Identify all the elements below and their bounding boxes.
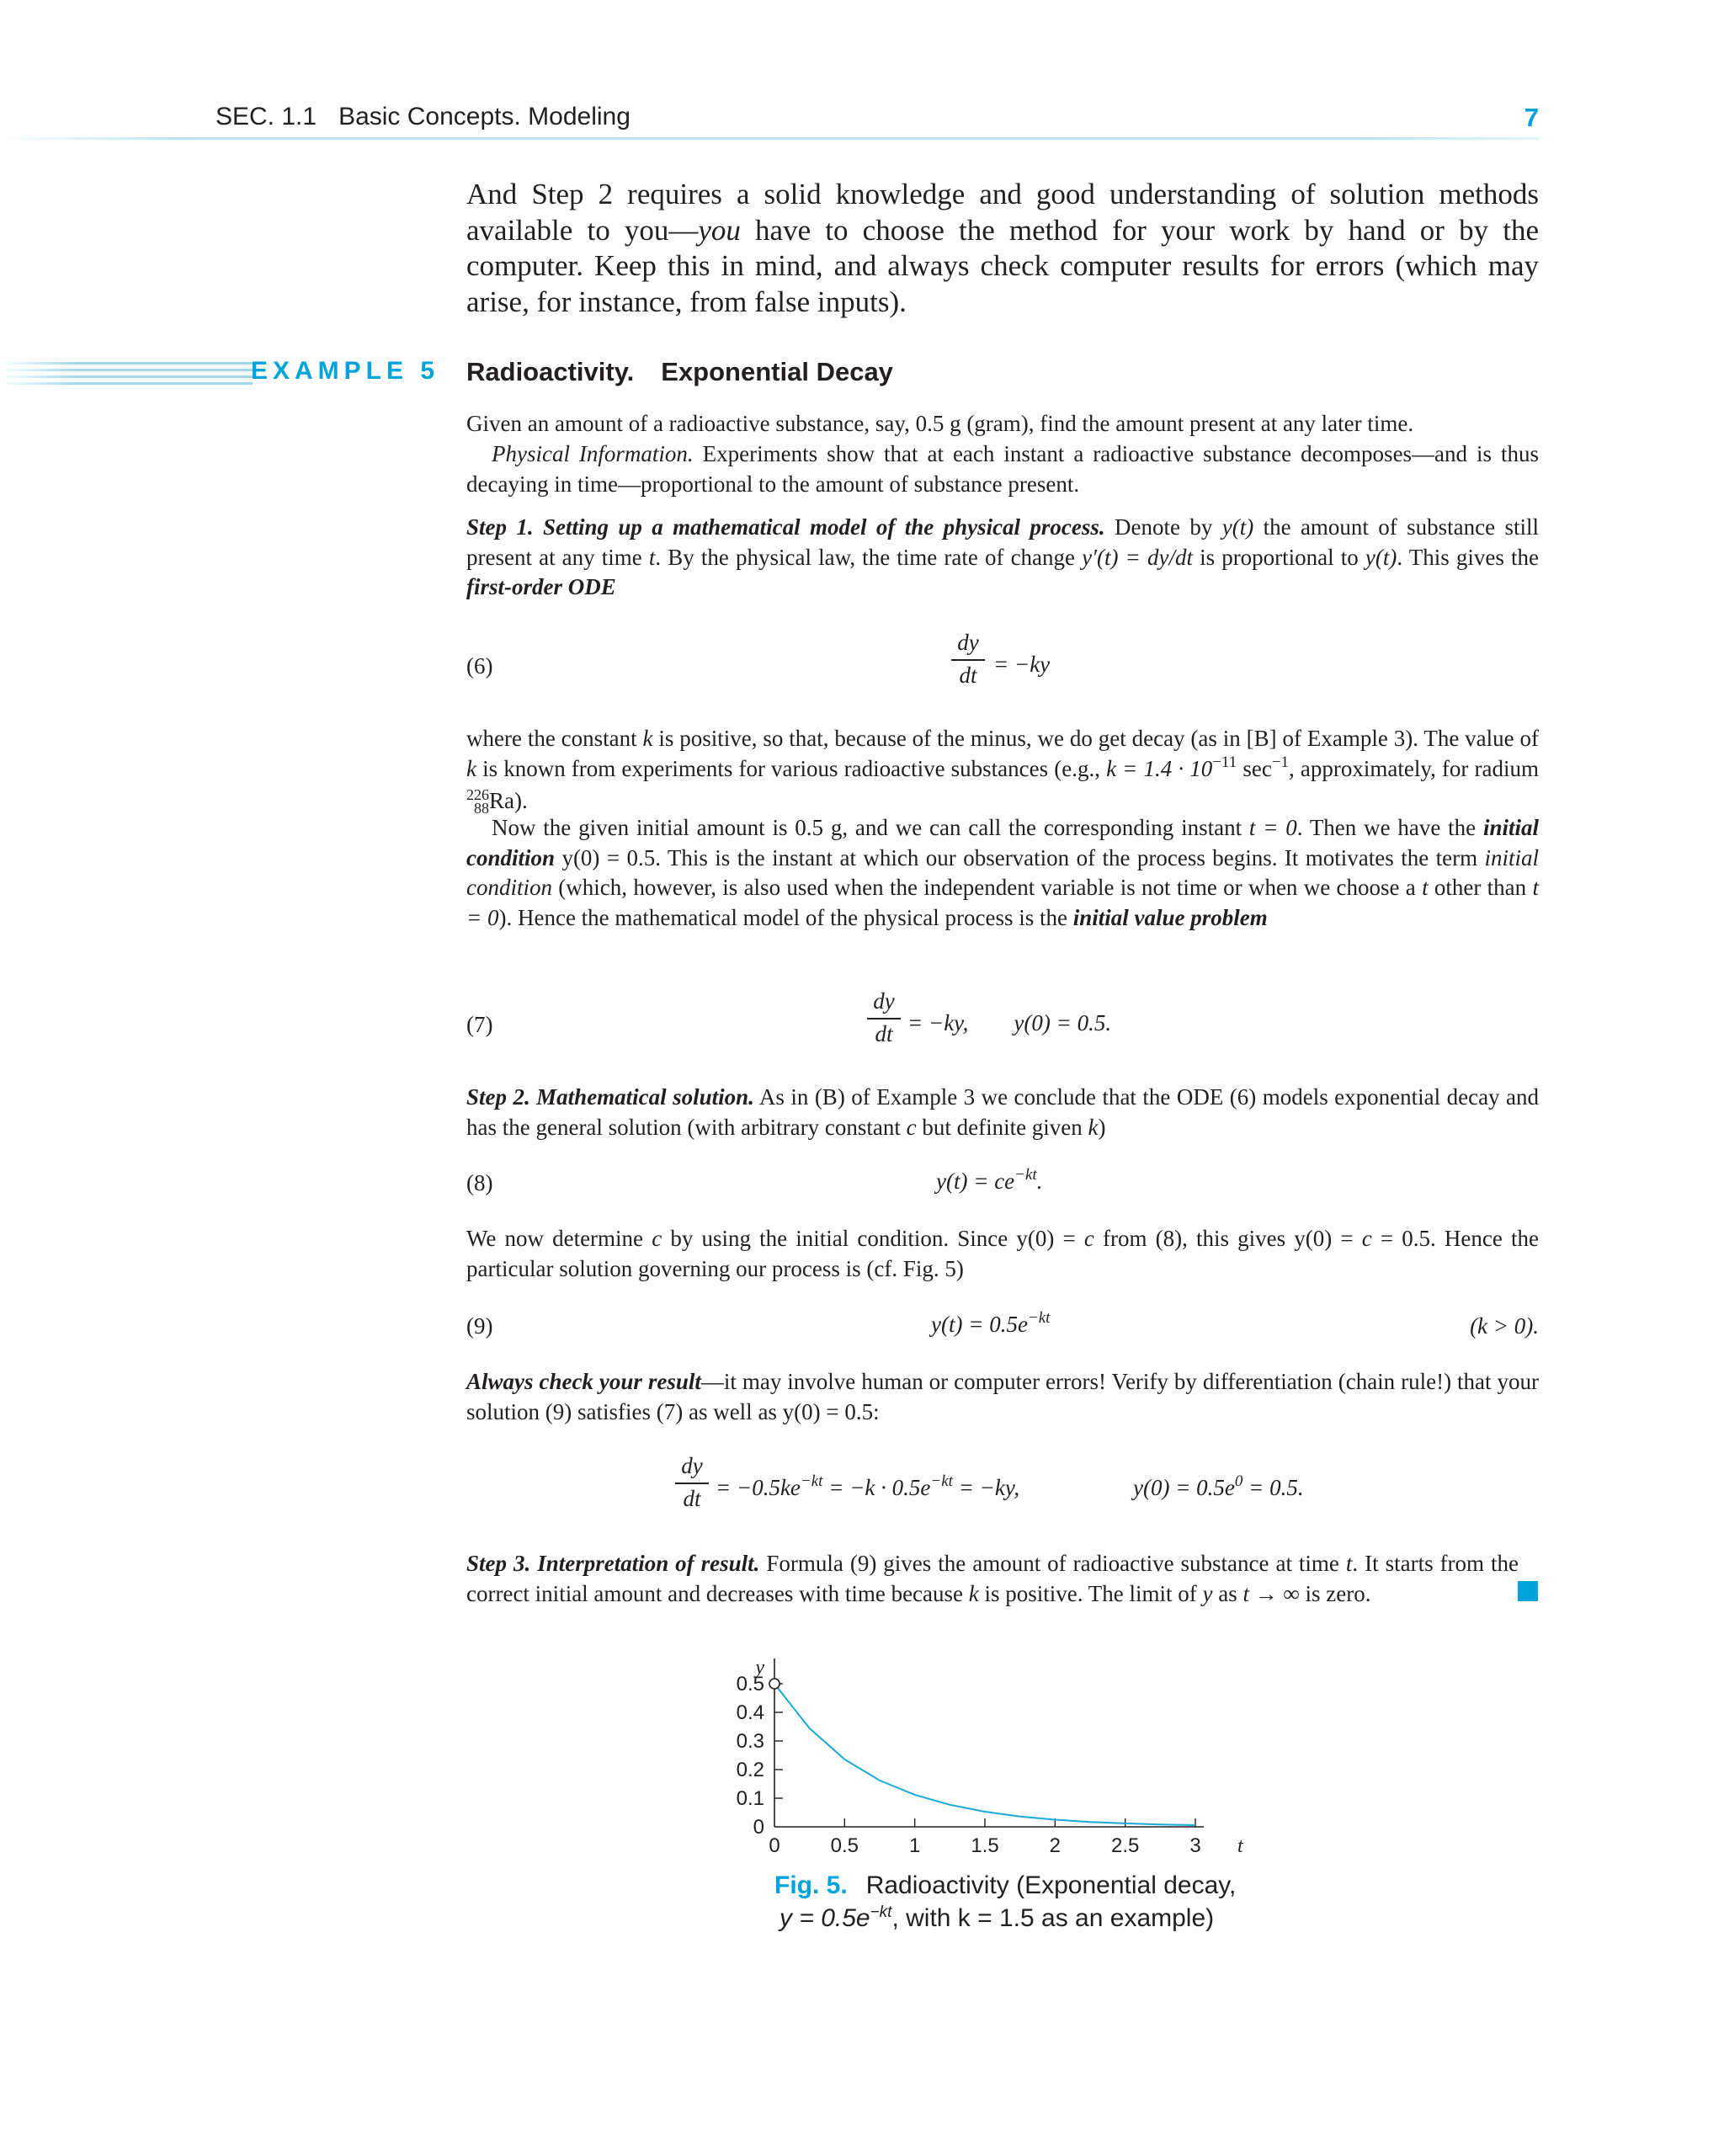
x-tick-label: 1 bbox=[908, 1834, 921, 1857]
section-number: SEC. 1.1 bbox=[216, 103, 317, 130]
check-equation: = $-0.5ke^{-kt} = -k \cdot 0.5e^{-kt} = -ky$, bbox=[716, 1472, 1020, 1500]
radium-isotope-numbers: 226 88 bbox=[466, 786, 489, 817]
paragraph-check-result: Always check your result—it may involve human or computer errors! Verify by differentiation (chain rule!) that your solution (9) satisfies (7) as well as y(0) = 0.5: bbox=[466, 1369, 1539, 1424]
check-equation-fraction: dy dt bbox=[675, 1453, 709, 1512]
x-tick-label: 1.5 bbox=[971, 1834, 999, 1857]
equation-6-rhs: = −ky bbox=[993, 652, 1051, 677]
chart-ticks bbox=[737, 1673, 1201, 1857]
chart-series bbox=[769, 1679, 1195, 1825]
y-axis-label: y bbox=[755, 1657, 764, 1679]
paragraph-given: Given an amount of a radioactive substance, say, 0.5 g (gram), find the amount present at any later time. bbox=[466, 411, 1414, 436]
y-tick-label: 0 bbox=[753, 1816, 764, 1839]
x-axis-label: t bbox=[1237, 1835, 1243, 1857]
y-tick-label: 0.4 bbox=[736, 1701, 764, 1724]
example-title: Radioactivity. Exponential Decay bbox=[466, 357, 893, 386]
equation-7-rhs: = −ky, y(0) = 0.5. bbox=[907, 1010, 1112, 1035]
y-tick-label: 0.2 bbox=[736, 1759, 764, 1781]
equation-7-number: (7) bbox=[466, 1012, 493, 1037]
equation-6-fraction: dy dt bbox=[951, 630, 985, 689]
equation-9-condition: (k > 0). bbox=[1470, 1313, 1539, 1339]
chart-axes bbox=[753, 1657, 1244, 1857]
equation-8: $y(t) = ce^{-kt}$. bbox=[936, 1166, 1043, 1194]
paragraph-physical-information: Physical Information. Experiments show that at each instant a radioactive substance decomposes—and is thus decaying in time—proportional to the amount of substance present. bbox=[466, 441, 1539, 497]
section-title: Basic Concepts. Modeling bbox=[338, 103, 631, 130]
paragraph-step-1: Step 1. Setting up a mathematical model of the physical process. Denote by y(t) the amount of substance still present at any time t. By the physical law, the time rate of change y′(t) = dy/dt is proportional to y(t). This gives the first-order ODE bbox=[466, 514, 1539, 599]
paragraph-determine-c: We now determine c by using the initial condition. Since y(0) = c from (8), this gives y(0) = c = 0.5. Hence the particular solution governing our process is (cf. Fig. 5) bbox=[466, 1226, 1539, 1281]
paragraph-step-2: Step 2. Mathematical solution. As in (B) of Example 3 we conclude that the ODE (6) models exponential decay and has the general solution (with arbitrary constant c but definite given k) bbox=[466, 1084, 1539, 1140]
paragraph-initial-condition: Now the given initial amount is 0.5 g, and we can call the corresponding instant t = 0. Then we have the initial condition y(0) = 0.5. This is the instant at which our observation of the process begins. It motivates the term initial condition (which, however, is also used when the independent variable is not time or when we choose a t other than t = 0). Hence the mathematical model of the physical process is the initial value problem bbox=[466, 815, 1539, 930]
check-initial-value: $y(0) = 0.5e^0 = 0.5$. bbox=[1133, 1472, 1304, 1500]
x-tick-label: 0 bbox=[769, 1834, 780, 1857]
paragraph-step-3: Step 3. Interpretation of result. Formula (9) gives the amount of radioactive substance at time t. It starts from the correct initial amount and decreases with time because k is positive. The limit of y as t → ∞ is zero. bbox=[466, 1551, 1519, 1606]
figure-5-chart bbox=[716, 1650, 1263, 1861]
figure-5-caption: Fig. 5. Radioactivity (Exponential decay, $y = 0.5e^{-kt}$, with k = 1.5 as an example) bbox=[774, 1871, 1237, 1932]
y-tick-label: 0.3 bbox=[736, 1730, 764, 1753]
equation-6-number: (6) bbox=[466, 653, 493, 679]
page-number: 7 bbox=[1524, 103, 1539, 132]
equation-7-fraction: dy dt bbox=[867, 988, 901, 1047]
initial-value-marker bbox=[769, 1679, 780, 1689]
example-decor-bars bbox=[0, 362, 253, 386]
x-tick-label: 0.5 bbox=[830, 1834, 859, 1857]
x-tick-label: 3 bbox=[1189, 1834, 1201, 1857]
paragraph-where: where the constant k is positive, so that, because of the minus, we do get decay (as in [B] of Example 3). The value of k is known from experiments for various radioactive substances (e.g., $k = 1.4 \cdot 10^{-11}$ $\sec^{-1}$, approximately, for radium 226 88 Ra). bbox=[466, 726, 1539, 817]
y-tick-label: 0.1 bbox=[736, 1787, 764, 1810]
equation-8-number: (8) bbox=[466, 1170, 493, 1195]
y-tick-label: 0.5 bbox=[736, 1673, 764, 1696]
x-tick-label: 2.5 bbox=[1110, 1834, 1140, 1857]
decay-curve bbox=[774, 1684, 1195, 1825]
x-tick-label: 2 bbox=[1049, 1834, 1062, 1857]
header-rule bbox=[0, 137, 1539, 140]
equation-9: $y(t) = 0.5e^{-kt}$ bbox=[931, 1309, 1051, 1337]
example-label: EXAMPLE 5 bbox=[251, 357, 440, 385]
figure-label: Fig. 5. bbox=[774, 1871, 848, 1899]
end-of-example-square bbox=[1518, 1581, 1538, 1601]
intro-paragraph: And Step 2 requires a solid knowledge and good understanding of solution methods available to you—you have to choose the method for your work by hand or by the computer. Keep this in mind, and always check computer results for errors (which may arise, for instance, from false inputs). bbox=[466, 178, 1539, 318]
equation-9-number: (9) bbox=[466, 1313, 493, 1339]
